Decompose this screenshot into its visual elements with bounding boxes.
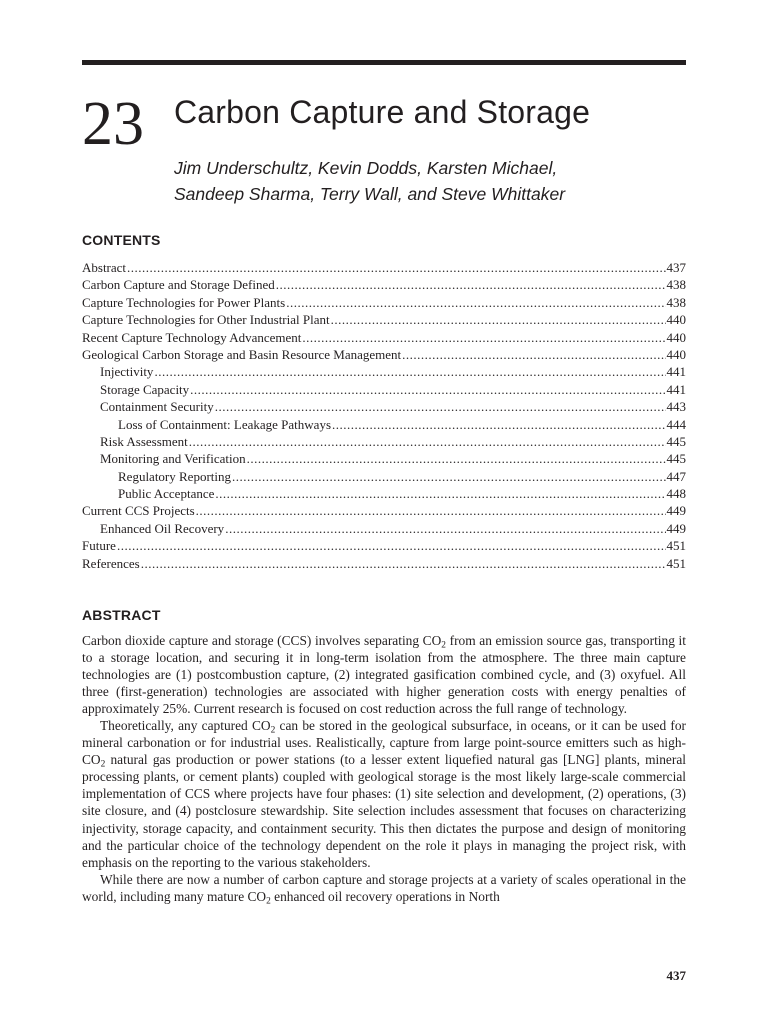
toc-entry-title: Containment Security	[100, 399, 214, 415]
toc-leader-dots	[232, 468, 665, 485]
toc-entry[interactable]	[82, 294, 686, 311]
subscript: 2	[441, 640, 446, 651]
toc-leader-dots	[332, 416, 665, 433]
contents-heading: CONTENTS	[82, 232, 161, 248]
toc-entry-title: Public Acceptance	[118, 486, 215, 502]
chapter-title: Carbon Capture and Storage	[174, 94, 591, 130]
chapter-authors	[174, 155, 694, 207]
toc-entry[interactable]	[82, 433, 686, 450]
subscript: 2	[266, 896, 271, 907]
toc-leader-dots	[215, 398, 666, 415]
toc-entry[interactable]	[82, 450, 686, 467]
text-run: Carbon dioxide capture and storage (CCS) involves separating CO	[82, 633, 442, 648]
toc-entry-page: 451	[666, 555, 686, 571]
toc-entry-title: Future	[82, 538, 116, 554]
toc-entry[interactable]	[82, 485, 686, 502]
toc-entry-page: 444	[666, 416, 686, 432]
toc-leader-dots	[276, 276, 666, 293]
toc-entry-title: Geological Carbon Storage and Basin Resource Management	[82, 346, 402, 362]
toc-entry-page: 449	[666, 503, 686, 519]
toc-leader-dots	[302, 329, 665, 346]
toc-entry-title: Capture Technologies for Power Plants	[82, 294, 286, 310]
text-run: natural gas production or power stations (to a lesser extent liquefied natural gas [LNG] plants, mineral processing plants, or cement plants) coupled with geological storage is the most likely large-scale commercial implementation of CCS where projects have four phases: (1) site selection and development, (2) operations, (3) site closure, and (4) postclosure stewardship. Site selection includes assessment that focuses on characterizing injectivity, storage capacity, and containment security. This then dictates the purpose and design of monitoring and the particular choice of the technology dependent on the role it plays in managing the project risk, with emphasis on the reporting to the various stakeholders.	[82, 752, 686, 870]
toc-leader-dots	[127, 259, 665, 276]
toc-leader-dots	[189, 433, 666, 450]
toc-entry-page: 437	[666, 260, 686, 275]
toc-entry-page: 449	[666, 520, 686, 536]
text-run: can be stored in the geological subsurface, in oceans, or it can be used for mineral carbonation or for industrial uses. Realistically, capture from large point-source emitters such as high-CO	[82, 718, 687, 768]
text-run: from an emission source gas, transporting it to a storage location, and securing it in long-term isolation from the atmosphere. The three main capture technologies are (1) postcombustion capture, (2) integrated gasification combined cycle, and (3) oxyfuel. All three (first-generation) technologies are associated with higher generation costs with energy penalties of approximately 25%. Current research is focused on cost reduction across the full range of technology.	[82, 633, 686, 717]
abstract-paragraph-1	[82, 632, 686, 717]
toc-leader-dots	[215, 485, 665, 502]
toc-entry-title: Storage Capacity	[100, 381, 190, 397]
toc-leader-dots	[196, 502, 666, 519]
toc-entry[interactable]	[82, 555, 686, 572]
toc-leader-dots	[247, 450, 666, 467]
toc-entry-page: 440	[666, 329, 686, 345]
toc-entry-page: 443	[666, 399, 686, 415]
toc-leader-dots	[225, 520, 665, 537]
text-run: While there are now a number of carbon capture and storage projects at a variety of scales operational in the world, including many mature CO	[82, 871, 686, 904]
toc-leader-dots	[117, 537, 666, 554]
authors-line-1: Jim Underschultz, Kevin Dodds, Karsten Michael,	[174, 158, 558, 178]
toc-entry-page: 438	[666, 277, 686, 293]
toc-entry-page: 441	[666, 381, 686, 397]
authors-line-2: Sandeep Sharma, Terry Wall, and Steve Whittaker	[174, 184, 566, 204]
toc-leader-dots	[286, 294, 665, 311]
abstract-body	[82, 632, 686, 905]
subscript: 2	[100, 759, 106, 770]
toc-entry-title: Carbon Capture and Storage Defined	[82, 277, 275, 293]
table-of-contents	[82, 259, 686, 572]
toc-entry-title: Injectivity	[100, 364, 154, 380]
toc-leader-dots	[141, 555, 666, 572]
abstract-paragraph-2	[82, 717, 686, 870]
toc-entry-page: 438	[666, 294, 686, 310]
abstract-paragraph-3	[82, 871, 686, 905]
toc-entry-title: Capture Technologies for Other Industrial Plant	[82, 312, 330, 328]
toc-entry-title: Enhanced Oil Recovery	[100, 520, 225, 536]
toc-entry-page: 445	[666, 451, 686, 467]
toc-leader-dots	[154, 363, 665, 380]
top-rule	[82, 60, 686, 65]
toc-entry-page: 440	[666, 312, 686, 328]
toc-entry-title: Abstract	[82, 260, 127, 275]
text-run: Theoretically, any captured CO	[100, 718, 271, 734]
toc-entry[interactable]	[82, 468, 686, 485]
toc-leader-dots	[190, 381, 665, 398]
toc-leader-dots	[402, 346, 665, 363]
toc-entry[interactable]	[82, 381, 686, 398]
toc-entry[interactable]	[82, 502, 686, 519]
chapter-number: 23	[82, 90, 144, 158]
toc-entry[interactable]	[82, 416, 686, 433]
toc-leader-dots	[331, 311, 666, 328]
toc-entry[interactable]	[82, 311, 686, 328]
toc-entry-title: Recent Capture Technology Advancement	[82, 329, 302, 345]
toc-entry[interactable]	[82, 346, 686, 363]
toc-entry-title: Regulatory Reporting	[118, 468, 232, 484]
toc-entry-title: Risk Assessment	[100, 433, 188, 449]
toc-entry-title: Monitoring and Verification	[100, 451, 246, 467]
toc-entry[interactable]	[82, 276, 686, 293]
toc-entry-title: Loss of Containment: Leakage Pathways	[118, 416, 332, 432]
toc-entry-title: Current CCS Projects	[82, 503, 195, 519]
toc-entry-page: 447	[666, 468, 686, 484]
toc-entry-page: 451	[666, 538, 686, 554]
toc-entry[interactable]	[82, 329, 686, 346]
page-number: 437	[666, 968, 686, 983]
toc-entry-page: 440	[666, 346, 686, 362]
toc-entry-page: 448	[666, 486, 686, 502]
subscript: 2	[270, 725, 276, 736]
toc-entry-title: References	[82, 555, 140, 571]
toc-entry[interactable]	[82, 363, 686, 380]
text-run: enhanced oil recovery operations in North	[270, 888, 500, 904]
toc-entry[interactable]	[82, 259, 686, 276]
toc-entry[interactable]	[82, 537, 686, 554]
toc-entry[interactable]	[82, 398, 686, 415]
toc-entry-page: 445	[666, 433, 686, 449]
toc-entry[interactable]	[82, 520, 686, 537]
toc-entry-page: 441	[666, 364, 686, 380]
abstract-heading: ABSTRACT	[82, 607, 161, 623]
